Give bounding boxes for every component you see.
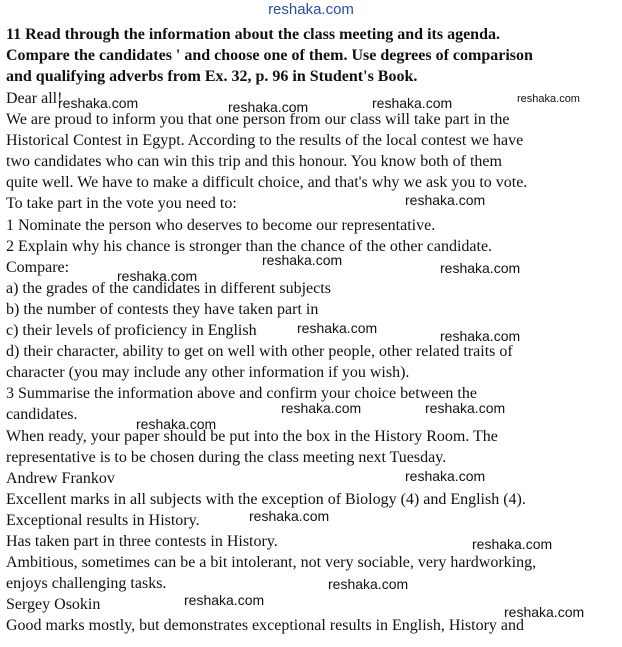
watermark: reshaka.com: [228, 99, 309, 115]
letter-line: Has taken part in three contests in History.: [6, 532, 278, 550]
watermark: reshaka.com: [472, 536, 553, 552]
letter-line: 3 Summarise the information above and confirm your choice between the: [6, 385, 477, 403]
heading-line: and qualifying adverbs from Ex. 32, p. 96 in Student's Book.: [6, 68, 418, 85]
letter-line: character (you may include any other information if you wish).: [6, 364, 410, 382]
letter-line: enjoys challenging tasks.: [6, 575, 167, 593]
heading-line: 11 Read through the information about the class meeting and its agenda.: [6, 26, 500, 43]
letter-line: candidates.: [6, 406, 78, 424]
letter-line: Compare:: [6, 258, 70, 276]
letter-line: d) their character, ability to get on well with other people, other related traits of: [6, 343, 513, 361]
watermark: reshaka.com: [262, 252, 343, 268]
candidate-name: Sergey Osokin: [6, 596, 101, 614]
heading-line: Compare the candidates ' and choose one of them. Use degrees of comparison: [6, 47, 533, 64]
watermark: reshaka.com: [405, 192, 486, 208]
watermark: reshaka.com: [281, 400, 362, 416]
task-heading: [6, 24, 618, 87]
letter-line: Dear all!: [6, 90, 63, 107]
candidate-name: Andrew Frankov: [6, 469, 115, 487]
watermark: reshaka.com: [405, 468, 486, 484]
letter-line: Exceptional results in History.: [6, 511, 200, 529]
letter-line: When ready, your paper should be put into the box in the History Room. The: [6, 427, 498, 445]
letter-line: b) the number of contests they have taken part in: [6, 300, 319, 318]
letter-line: 1 Nominate the person who deserves to become our representative.: [6, 216, 436, 234]
letter-line: Good marks mostly, but demonstrates exceptional results in English, History and: [6, 617, 524, 635]
letter-line: quite well. We have to make a difficult choice, and that's why we ask you to vote.: [6, 174, 528, 192]
watermark: reshaka.com: [117, 268, 198, 284]
letter-line: Historical Contest in Egypt. According to the results of the local contest we have: [6, 132, 524, 150]
letter-line: a) the grades of the candidates in different subjects: [6, 279, 331, 297]
site-header[interactable]: reshaka.com: [268, 1, 354, 18]
watermark: reshaka.com: [297, 320, 378, 336]
letter-body: [6, 88, 620, 636]
letter-line: representative is to be chosen during the class meeting next Tuesday.: [6, 448, 447, 466]
watermark: reshaka.com: [58, 95, 139, 111]
watermark: reshaka.com: [328, 576, 409, 592]
watermark: reshaka.com: [249, 508, 330, 524]
letter-line: two candidates who can win this trip and this honour. You know both of them: [6, 153, 502, 171]
letter-line: c) their levels of proficiency in English: [6, 322, 257, 340]
letter-line: We are proud to inform you that one person from our class will take part in the: [6, 111, 510, 129]
watermark: reshaka.com: [425, 400, 506, 416]
watermark: reshaka.com: [440, 260, 521, 276]
watermark: reshaka.com: [372, 95, 453, 111]
letter-line: 2 Explain why his chance is stronger than the chance of the other candidate.: [6, 237, 493, 255]
watermark: reshaka.com: [136, 416, 217, 432]
letter-line: Excellent marks in all subjects with the exception of Biology (4) and English (4).: [6, 490, 526, 508]
watermark: reshaka.com: [504, 604, 585, 620]
letter-line: Ambitious, sometimes can be a bit intolerant, not very sociable, very hardworking,: [6, 554, 537, 572]
watermark: reshaka.com: [184, 592, 265, 608]
watermark: reshaka.com: [440, 328, 521, 344]
watermark: reshaka.com: [517, 93, 580, 105]
letter-line: To take part in the vote you need to:: [6, 195, 237, 213]
